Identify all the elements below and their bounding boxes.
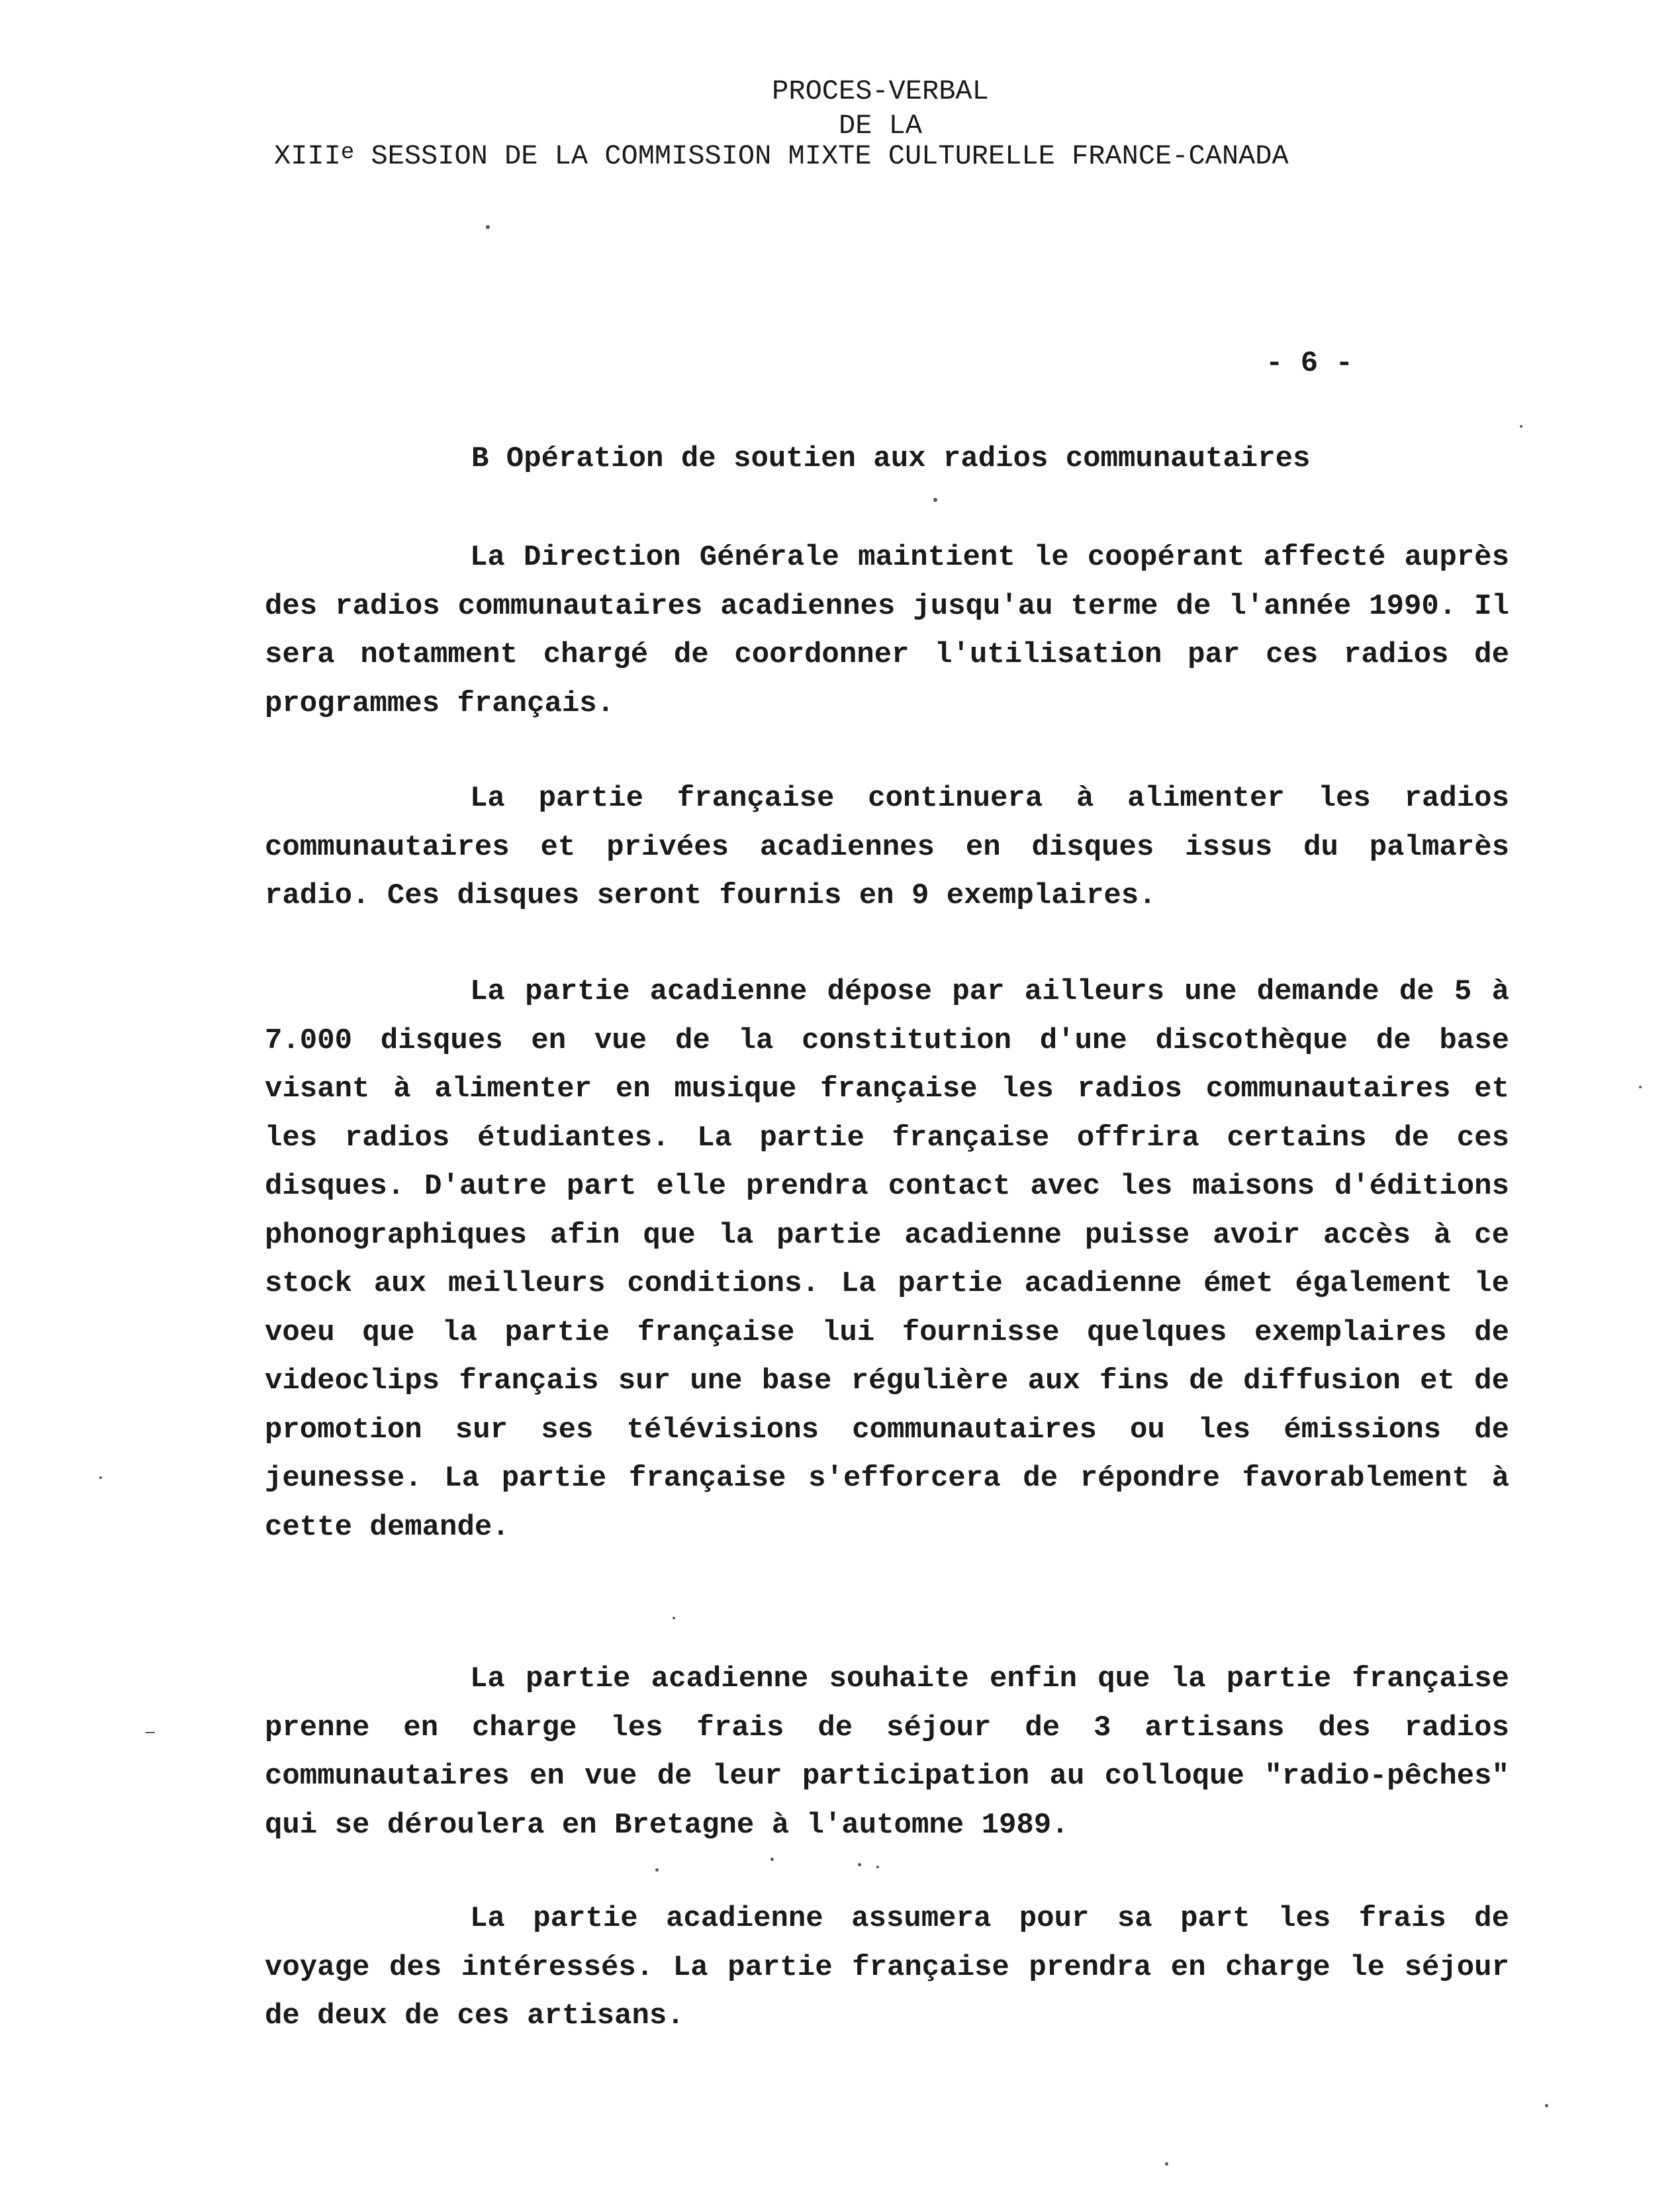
paragraph: La Direction Générale maintient le coopérant affecté auprès des radios communautaires acadiennes jusqu'au terme de l'année 1990. Il sera notamment chargé de coordonner l'utilisation par ces radios de programmes français. [265, 541, 1509, 720]
scan-speck [933, 498, 937, 502]
header-subtitle: DE LA [838, 110, 923, 142]
scan-speck [858, 1863, 861, 1866]
scan-speck [1520, 425, 1522, 428]
session-number: XIII [274, 140, 341, 172]
page-number: - 6 - [1266, 347, 1354, 380]
scan-speck [486, 225, 490, 229]
scan-speck [1545, 2104, 1548, 2107]
section-title: B Opération de soutien aux radios communautaires [471, 442, 1311, 475]
scan-speck [673, 1617, 675, 1619]
header-session-line [274, 139, 1289, 175]
session-description: SESSION DE LA COMMISSION MIXTE CULTURELLE FRANCE-CANADA [354, 140, 1289, 172]
scan-speck [655, 1868, 659, 1872]
scan-speck [146, 1732, 155, 1733]
scan-speck [1165, 2162, 1168, 2166]
scan-speck [99, 1476, 102, 1479]
paragraph: La partie française continuera à alimenter les radios communautaires et privées acadiennes en disques issus du palmarès radio. Ces disques seront fournis en 9 exemplaires. [265, 782, 1509, 912]
paragraph: La partie acadienne souhaite enfin que la partie française prenne en charge les frais de séjour de 3 artisans des radios communautaires en vue de leur participation au colloque "radio-pêches" qui se déroulera en Bretagne à l'automne 1989. [265, 1662, 1509, 1842]
header-title: PROCES-VERBAL [772, 75, 989, 107]
scan-speck [770, 1858, 774, 1861]
session-ordinal-suffix: e [340, 140, 355, 166]
scan-speck [1639, 1086, 1642, 1088]
paragraph: La partie acadienne assumera pour sa part les frais de voyage des intéressés. La partie française prendra en charge le séjour de deux de ces artisans. [265, 1902, 1509, 2032]
scan-speck [876, 1866, 879, 1868]
paragraph: La partie acadienne dépose par ailleurs une demande de 5 à 7.000 disques en vue de la constitution d'une discothèque de base visant à alimenter en musique française les radios communautaires et les radios étudiantes. La partie française offrira certains de ces disques. D'autre part elle prendra contact avec les maisons d'éditions phonographiques afin que la partie acadienne puisse avoir accès à ce stock aux meilleurs conditions. La partie acadienne émet également le voeu que la partie française lui fournisse quelques exemplaires de videoclips français sur une base régulière aux fins de diffusion et de promotion sur ses télévisions communautaires ou les émissions de jeunesse. La partie française s'efforcera de répondre favorablement à cette demande. [265, 975, 1509, 1544]
